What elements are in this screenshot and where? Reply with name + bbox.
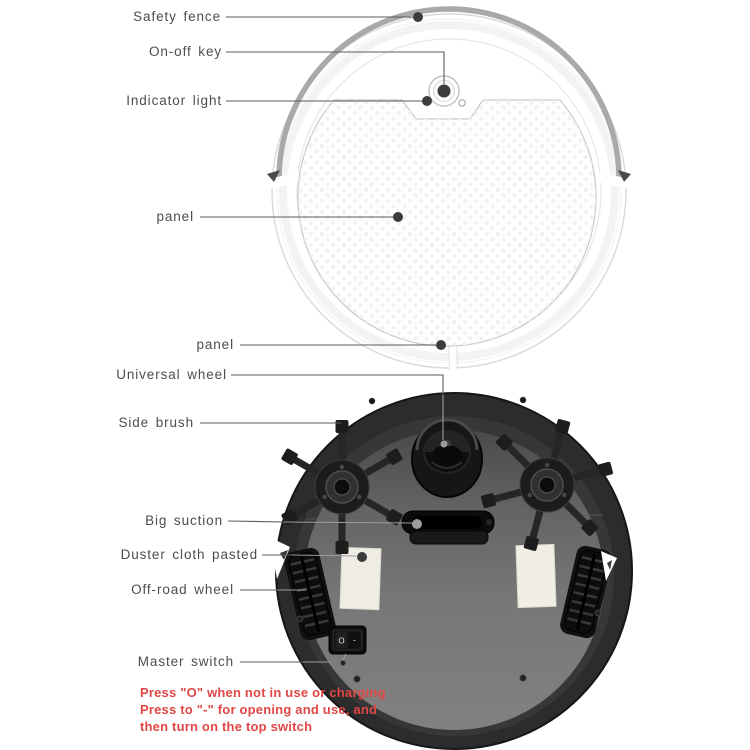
leader-universal-wheel	[231, 375, 443, 395]
label-side-brush: Side brush	[118, 415, 194, 430]
label-on-off-key: On-off key	[148, 44, 222, 59]
label-panel-upper: panel	[156, 209, 194, 224]
label-master-switch: Master switch	[137, 654, 234, 669]
switch-off-marking: O	[338, 636, 345, 646]
dot-safety-fence	[413, 12, 423, 22]
leader-big-suction	[228, 521, 284, 522]
usage-note-line-1: Press "O" when not in use or charging	[140, 685, 386, 700]
dot-indicator-light	[422, 96, 432, 106]
switch-on-marking: -	[353, 635, 356, 645]
label-off-road-wheel: Off-road wheel	[131, 582, 234, 597]
label-indicator-light: Indicator light	[126, 93, 222, 108]
universal-wheel	[412, 420, 482, 497]
usage-note-line-3: then turn on the top switch	[140, 719, 313, 734]
label-safety-fence: Safety fence	[133, 9, 221, 24]
label-panel-lower: panel	[196, 337, 234, 352]
dot-panel-upper	[393, 212, 403, 222]
dot-on-off-key	[439, 86, 450, 97]
label-big-suction: Big suction	[145, 513, 223, 528]
switch-screw	[341, 661, 346, 666]
robot-top-view	[260, 9, 638, 369]
dot-universal-wheel	[441, 441, 448, 448]
indicator-light-led	[459, 100, 465, 106]
label-universal-wheel: Universal wheel	[116, 367, 227, 382]
usage-note-line-2: Press to "-" for opening and use, and	[140, 702, 378, 717]
usage-note	[140, 684, 386, 735]
label-duster-cloth: Duster cloth pasted	[120, 547, 258, 562]
dot-panel-lower	[436, 340, 446, 350]
dot-big-suction	[412, 519, 422, 529]
dot-duster-cloth	[357, 552, 367, 562]
duster-pad-right	[516, 544, 556, 607]
